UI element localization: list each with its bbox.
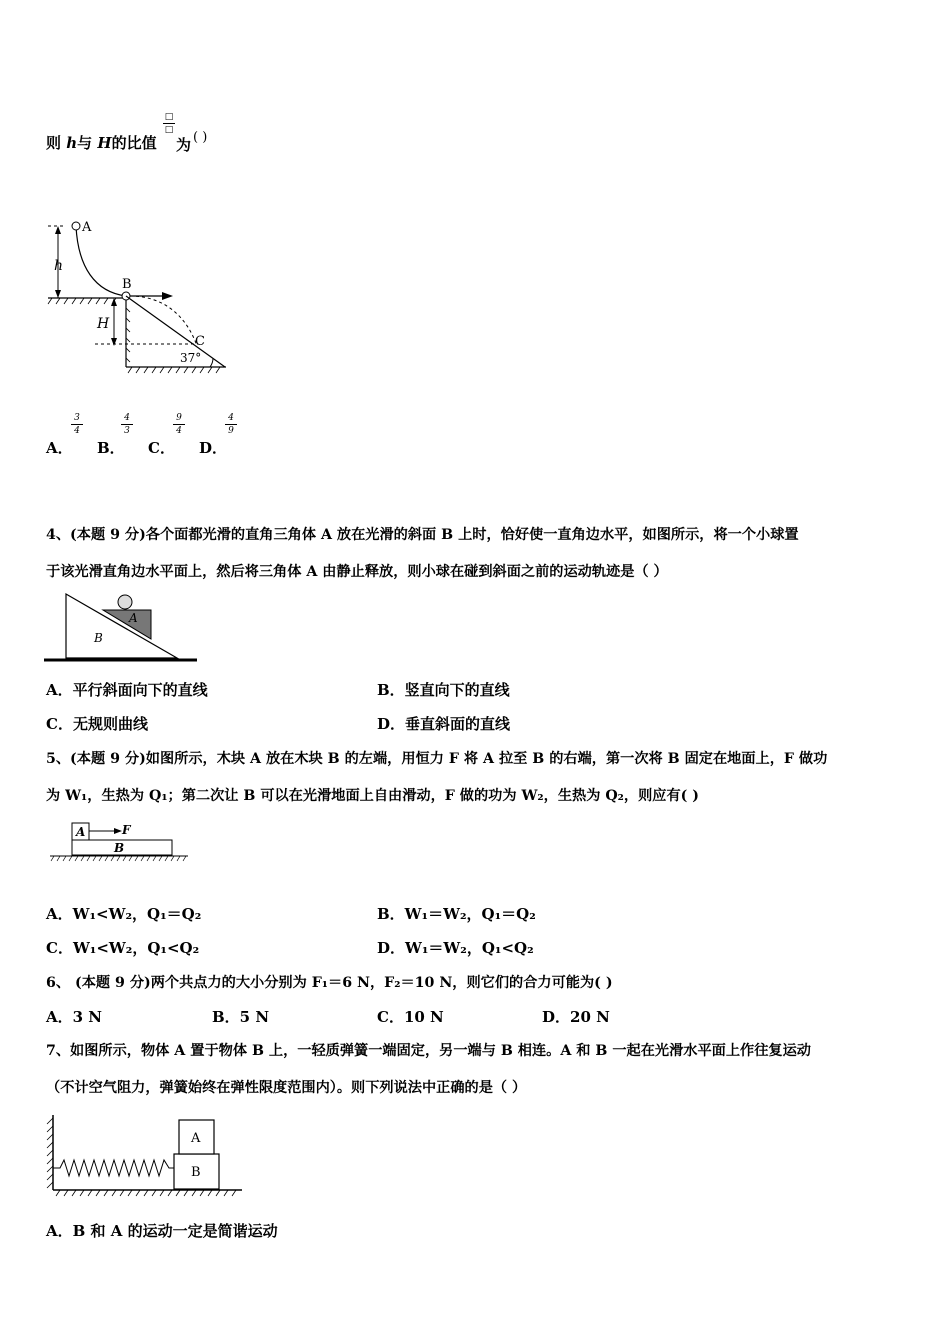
q6-opt-c: C．10 N bbox=[377, 1008, 444, 1026]
q3-opt-d-frac bbox=[225, 413, 237, 436]
q3-wei: 为 bbox=[176, 136, 192, 154]
q5-line1: 5、(本题 9 分)如图所示，木块 A 放在木块 B 的左端，用恒力 F 将 A 拉至 B 的右端，第一次将 B 固定在地面上，F 做功 bbox=[46, 751, 828, 767]
q7-spring bbox=[53, 1160, 174, 1176]
q3-opt-d-den: 9 bbox=[228, 426, 234, 436]
q4-opt-d: D．垂直斜面的直线 bbox=[377, 715, 511, 733]
q3-label-b: B bbox=[122, 277, 132, 292]
q3-stem-prefix: 则 bbox=[46, 134, 62, 152]
q5-label-a: A bbox=[76, 825, 86, 839]
q7-line1: 7、如图所示，物体 A 置于物体 B 上，一轻质弹簧一端固定，另一端与 B 相连。A 和 B 一起在光滑水平面上作往复运动 bbox=[46, 1043, 811, 1059]
q3-mid: 与 bbox=[77, 134, 93, 152]
q3-frac-top: □ bbox=[164, 112, 174, 122]
q7-figure bbox=[44, 1110, 244, 1200]
q3-opt-b-label: B． bbox=[97, 439, 125, 457]
q3-opt-c-frac bbox=[173, 413, 185, 436]
q7-label-a: A bbox=[191, 1131, 201, 1146]
q6-opt-d: D．20 N bbox=[542, 1008, 610, 1026]
q5-opt-a: A．W₁<W₂，Q₁＝Q₂ bbox=[46, 905, 202, 923]
q5-opt-c: C．W₁<W₂，Q₁<Q₂ bbox=[46, 939, 200, 957]
q3-stem bbox=[46, 133, 157, 153]
ball-a bbox=[72, 222, 80, 230]
q3-opt-a-label: A． bbox=[46, 439, 73, 457]
q5-figure bbox=[48, 820, 193, 865]
q4-opt-b: B．竖直向下的直线 bbox=[377, 681, 510, 699]
q4-opt-a: A．平行斜面向下的直线 bbox=[46, 681, 208, 699]
q3-H: H bbox=[97, 134, 112, 152]
q6-line1: 6、 (本题 9 分)两个共点力的大小分别为 F₁＝6 N，F₂＝10 N，则它们的合力可能为( ) bbox=[46, 975, 613, 991]
q4-label-b: B bbox=[94, 631, 103, 645]
q3-opt-b-den: 3 bbox=[124, 426, 130, 436]
q3-opt-d-label: D． bbox=[199, 439, 228, 457]
q7-opt-a: A．B 和 A 的运动一定是简谐运动 bbox=[46, 1222, 278, 1240]
q5-opt-b: B．W₁＝W₂，Q₁＝Q₂ bbox=[377, 905, 536, 923]
q3-opt-a-num: 3 bbox=[74, 413, 80, 423]
q3-frac-bot: □ bbox=[164, 125, 174, 135]
q3-figure bbox=[40, 212, 240, 382]
q3-opt-c-label: C． bbox=[148, 439, 175, 457]
q7-line2: （不计空气阻力，弹簧始终在弹性限度范围内）。则下列说法中正确的是（ ） bbox=[46, 1080, 527, 1096]
q3-paren: ( ) bbox=[193, 130, 208, 145]
q5-label-f: F bbox=[122, 823, 131, 837]
q4-label-a: A bbox=[129, 611, 138, 625]
q3-label-a: A bbox=[82, 220, 92, 235]
q3-label-angle: 37° bbox=[180, 351, 202, 365]
q3-opt-b-num: 4 bbox=[124, 413, 130, 423]
q3-opt-a-frac bbox=[71, 413, 83, 436]
q3-opt-d-num: 4 bbox=[228, 413, 234, 423]
q3-opt-c-den: 4 bbox=[176, 426, 182, 436]
q6-opt-a: A．3 N bbox=[46, 1008, 103, 1026]
q5-line2: 为 W₁，生热为 Q₁；第二次让 B 可以在光滑地面上自由滑动，F 做的功为 W₂，生热为 Q₂，则应有( ) bbox=[46, 788, 700, 804]
q3-opt-a-den: 4 bbox=[74, 426, 80, 436]
q6-opt-b: B．5 N bbox=[212, 1008, 270, 1026]
q4-line1: 4、(本题 9 分)各个面都光滑的直角三角体 A 放在光滑的斜面 B 上时，恰好使一直角边水平，如图所示，将一个小球置 bbox=[46, 527, 799, 543]
q5-label-b: B bbox=[114, 841, 125, 855]
q4-figure bbox=[44, 592, 204, 667]
q5-opt-d: D．W₁＝W₂，Q₁<Q₂ bbox=[377, 939, 534, 957]
q4-line2: 于该光滑直角边水平面上，然后将三角体 A 由静止释放，则小球在碰到斜面之前的运动轨迹是（ ） bbox=[46, 564, 668, 580]
q3-suffix: 的比值 bbox=[111, 134, 157, 152]
q3-frac bbox=[163, 112, 175, 135]
q4-ball bbox=[118, 595, 132, 609]
q3-label-c: C bbox=[195, 334, 205, 349]
q3-label-H: H bbox=[97, 316, 110, 332]
q7-label-b: B bbox=[191, 1165, 201, 1180]
q3-label-h: h bbox=[54, 258, 64, 274]
q3-opt-b-frac bbox=[121, 413, 133, 436]
q3-opt-c-num: 9 bbox=[176, 413, 182, 423]
q4-opt-c: C．无规则曲线 bbox=[46, 715, 148, 733]
q3-h: h bbox=[66, 134, 78, 152]
